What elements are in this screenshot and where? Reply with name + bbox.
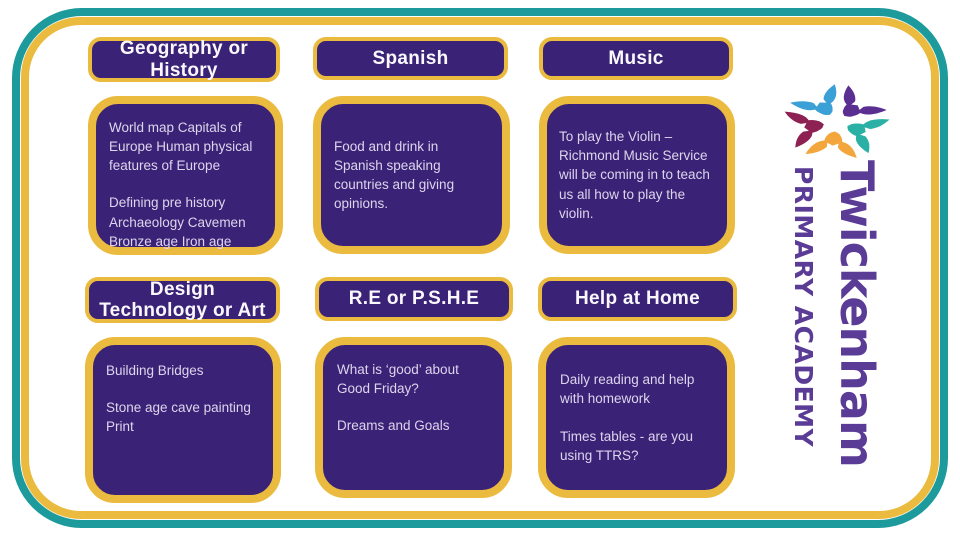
card-body-help-at-home: [538, 337, 735, 498]
card-header-help-at-home: [538, 277, 737, 321]
body-paragraph: Defining pre history Archaeology Cavemen Bronze age Iron age: [109, 195, 246, 249]
card-body-music: [539, 96, 735, 254]
header-line: Geography or: [119, 38, 249, 60]
card-body-spanish: [313, 96, 510, 254]
body-paragraph: What is ‘good’ about Good Friday?: [337, 362, 459, 397]
card-header-music: [539, 37, 733, 80]
header-line: Spanish: [372, 47, 449, 69]
card-header-design-technology-art: [85, 277, 280, 323]
school-name-vertical: Twickenham: [830, 160, 884, 467]
card-body-re-pshe: [315, 337, 512, 498]
body-paragraph: Building Bridges: [106, 363, 204, 378]
people-star-icon: [780, 81, 892, 161]
school-subtitle-vertical: PRIMARY ACADEMY: [789, 166, 818, 448]
header-line: Music: [608, 47, 664, 69]
card-body-design-technology-art: [85, 337, 281, 503]
body-paragraph: Times tables - are you using TTRS?: [560, 428, 694, 463]
body-paragraph: Daily reading and help with homework: [560, 372, 695, 407]
body-paragraph: Stone age cave painting Print: [106, 400, 251, 435]
header-line: History: [150, 59, 218, 81]
header-line: Design: [149, 278, 216, 300]
body-paragraph: Food and drink in Spanish speaking countries and giving opinions.: [334, 138, 455, 212]
header-line: Technology or Art: [99, 300, 266, 321]
header-line: Help at Home: [574, 288, 700, 310]
card-header-geography-history: [88, 37, 280, 82]
body-paragraph: World map Capitals of Europe Human physical features of Europe: [109, 120, 253, 174]
body-paragraph: Dreams and Goals: [337, 418, 450, 434]
card-header-re-pshe: [315, 277, 513, 321]
body-paragraph: To play the Violin – Richmond Music Service will be coming in to teach us all how to play the violin.: [559, 129, 710, 221]
header-line: R.E or P.S.H.E: [348, 288, 480, 310]
card-body-geography-history: [88, 96, 283, 255]
card-header-spanish: [313, 37, 508, 80]
